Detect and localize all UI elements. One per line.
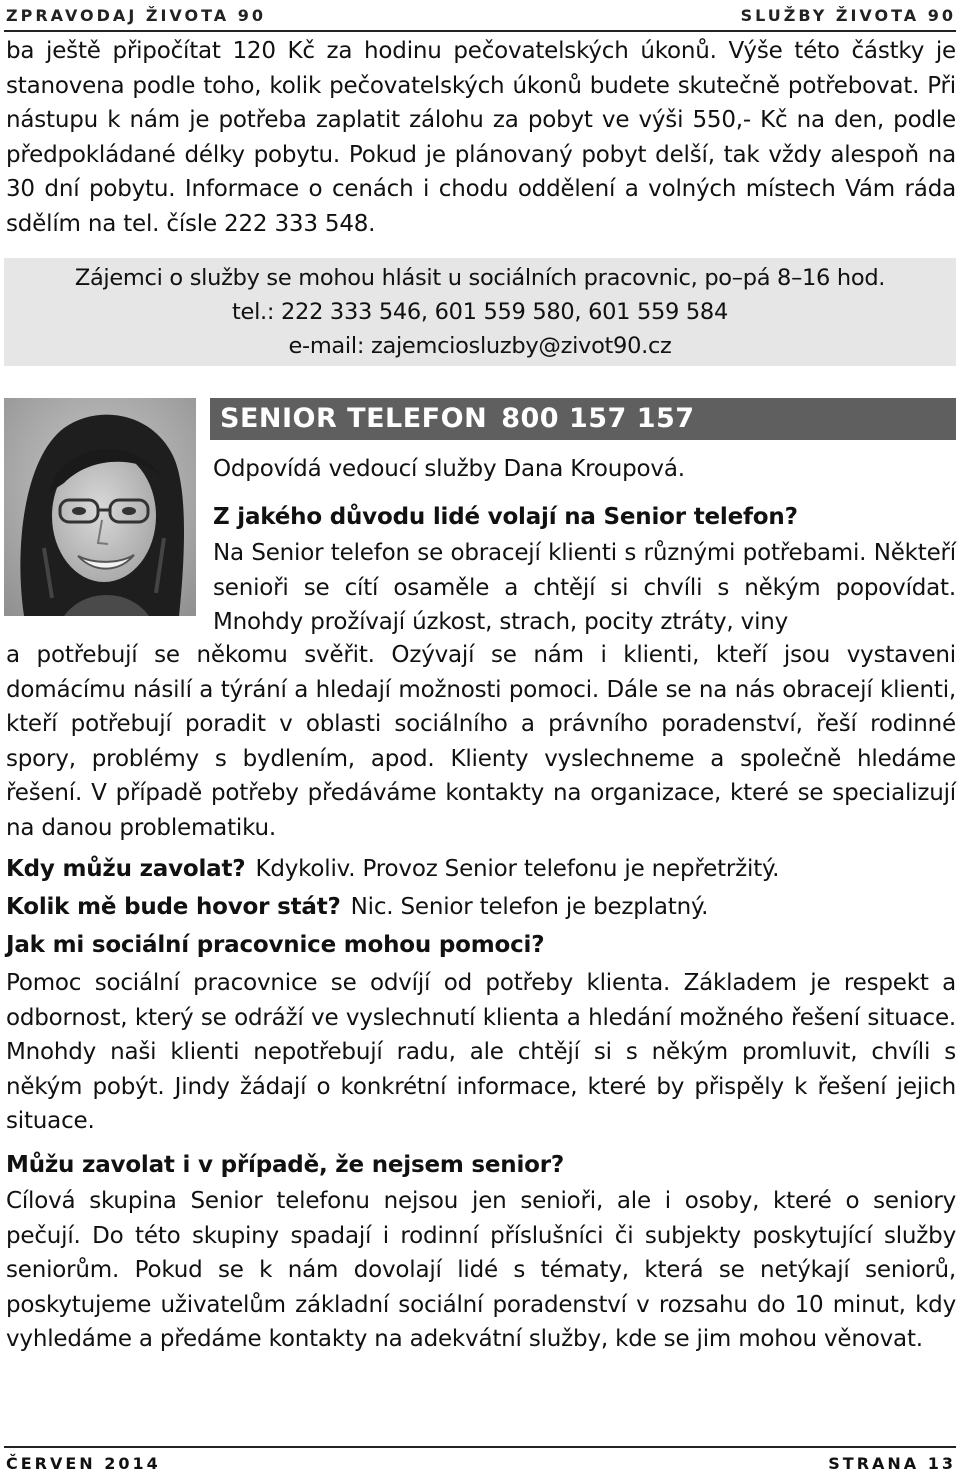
question-why-call: Z jakého důvodu lidé volají na Senior telefon? (213, 504, 798, 530)
running-header-right: SLUŽBY ŽIVOTA 90 (740, 6, 956, 25)
senior-telefon-title: SENIOR TELEFON (220, 403, 488, 434)
contact-phones: tel.: 222 333 546, 601 559 580, 601 559 584 (232, 299, 728, 325)
portrait-photo (4, 398, 196, 616)
question-call-cost: Kolik mě bude hovor stát? (6, 894, 341, 920)
footer-page-number: STRANA 13 (828, 1454, 956, 1473)
answer-why-call-part1: Na Senior telefon se obracejí klienti s různými potřebami. Někteří senioři se cítí osaměle a chtějí si chvíli s někým popovídat. Mnohdy prožívají úzkost, strach, pocity ztráty, viny (213, 540, 956, 635)
contact-hours: Zájemci o služby se mohou hlásit u sociálních pracovnic, po–pá 8–16 hod. (74, 265, 886, 291)
footer-date: ČERVEN 2014 (6, 1454, 161, 1473)
answer-when-to-call: Kdykoliv. Provoz Senior telefonu je nepřetržitý. (255, 856, 780, 882)
contact-email: e-mail: zajemciosluzby@zivot90.cz (288, 333, 672, 359)
footer-rule (4, 1446, 956, 1448)
header-rule (4, 30, 956, 32)
answer-non-senior: Cílová skupina Senior telefonu nejsou jen senioři, ale i osoby, které o seniory pečují. Do této skupiny spadají i rodinní příslušníci či subjekty poskytující služby seniorům. Pokud se k nám dovolají lidé s tématy, která se netýkají seniorů, poskytujeme uživatelům základní sociální poradenství v rozsahu do 10 minut, kdy vyhledáme a předáme kontakty na adekvátní služby, kde se jim mohou věnovat. (6, 1188, 956, 1352)
contact-box (4, 258, 956, 366)
answer-how-help: Pomoc sociální pracovnice se odvíjí od potřeby klienta. Základem je respekt a odbornost, který se odráží ve vyslechnutí klienta a hledání možného řešení situace. Mnohdy naši klienti nepotřebují radu, ale chtějí si s někým promluvit, chvíli s někým pobýt. Jindy žádají o konkrétní informace, které by přispěly k řešení jejich situace. (6, 970, 956, 1134)
portrait-image (4, 398, 196, 616)
question-how-help: Jak mi sociální pracovnice mohou pomoci? (6, 932, 545, 958)
question-when-to-call: Kdy můžu zavolat? (6, 856, 246, 882)
qa-when-to-call (6, 852, 956, 887)
question-non-senior: Můžu zavolat i v případě, že nejsem senior? (6, 1152, 565, 1178)
senior-telefon-banner (210, 398, 956, 440)
qa-call-cost (6, 890, 956, 925)
senior-telefon-number: 800 157 157 (501, 403, 695, 434)
responsible-person: Odpovídá vedoucí služby Dana Kroupová. (213, 456, 685, 482)
answer-why-call-part2: a potřebují se někomu svěřit. Ozývají se nám i klienti, kteří jsou vystaveni domácímu násilí a týrání a hledají možnosti pomoci. Dále se na nás obracejí klienti, kteří potřebují poradit v oblasti sociálního a právního poradenství, řeší rodinné spory, problémy s bydlením, apod. Klienty vyslechneme a společně hledáme řešení. V případě potřeby předáváme kontakty na organizace, které se specializují na danou problematiku. (6, 642, 956, 841)
answer-call-cost: Nic. Senior telefon je bezplatný. (350, 894, 709, 920)
running-header-left: ZPRAVODAJ ŽIVOTA 90 (6, 6, 266, 25)
intro-paragraph: ba ještě připočítat 120 Kč za hodinu pečovatelských úkonů. Výše této částky je stanovena podle toho, kolik pečovatelských úkonů budete skutečně potřebovat. Při nástupu k nám je potřeba zaplatit zálohu za pobyt ve výši 550,- Kč na den, podle předpokládané délky pobytu. Pokud je plánovaný pobyt delší, tak vždy alespoň na 30 dní pobytu. Informace o cenách i chodu oddělení a volných místech Vám ráda sdělím na tel. čísle 222 333 548. (6, 38, 956, 237)
